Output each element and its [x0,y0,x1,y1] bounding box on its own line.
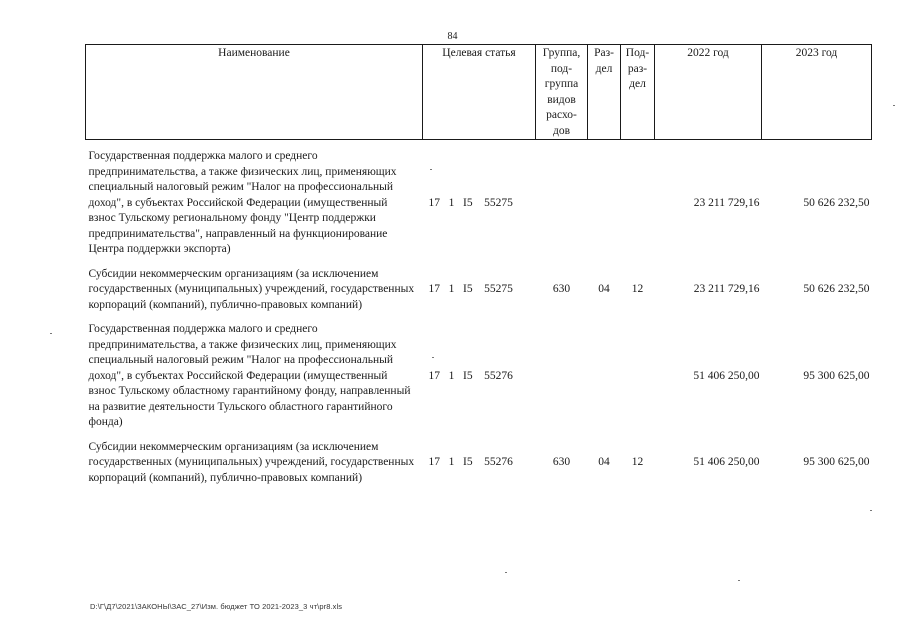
row-amount-2023: 50 626 232,50 [803,283,870,295]
scan-speck [50,333,52,334]
table-row [86,322,872,431]
table-row [86,440,872,487]
row-name: Государственная поддержка малого и среднего предпринимательства, а также физических лиц, применяющих специальный налоговый режим "Налог на профессиональный доход", в субъектах Российской Федерации (имущественный взнос Тульскому областному гарантийному фонду, направленный на развитие деятельности Тульского областного гарантийного фонда) [88,323,411,428]
header-section-line: Раз- [594,47,614,59]
header-2023-label: 2023 год [795,47,838,59]
header-section [588,45,621,140]
row-amount-2023: 95 300 625,00 [803,369,870,382]
header-name [86,45,423,140]
header-subsection [621,45,655,140]
row-target-article: 17 1 I5 55275 [428,283,513,295]
header-target-article [423,45,536,140]
header-target-article-label: Целевая статья [442,47,516,59]
row-name: Государственная поддержка малого и среднего предпринимательства, а также физических лиц, применяющих специальный налоговый режим "Налог на профессиональный доход", в субъектах Российской Федерации (имущественный взнос Тульскому региональному фонду "Центр поддержки предпринимательства", направленный на функционирование Центра поддержки экспорта) [88,150,397,255]
row-expense-group: 630 [552,283,571,295]
row-expense-group [536,322,588,431]
row-subsection [621,149,655,258]
row-section: 04 [598,283,610,295]
scan-speck [430,169,432,170]
table-header-row [86,45,872,140]
row-target-article: 17 1 I5 55276 [428,369,513,382]
scan-speck [738,580,740,581]
row-amount-2022: 23 211 729,16 [693,283,760,295]
row-subsection: 12 [631,456,644,468]
row-name: Субсидии некоммерческим организациям (за исключением государственных (муниципальных) учреждений, государственных корпораций (компаний), публично-правовых компаний) [88,267,415,311]
row-expense-group [536,149,588,258]
header-subsection-line: раз- [627,62,648,75]
scan-speck [505,572,507,573]
header-section-line: дел [595,62,613,75]
row-name: Субсидии некоммерческим организациям (за исключением государственных (муниципальных) учреждений, государственных корпораций (компаний), публично-правовых компаний) [88,440,415,484]
row-target-article: 17 1 I5 55275 [428,196,513,209]
header-2022-label: 2022 год [687,47,729,59]
row-amount-2022: 51 406 250,00 [693,456,760,468]
footer-file-path: D:\Г\Д7\2021\ЗАКОНЫ\ЗАС_27\Изм. бюджет ТО 2021-2023_3 чт\pr8.xls [90,602,343,611]
header-expense-group-line: видов [547,93,576,106]
row-amount-2022: 51 406 250,00 [693,369,760,382]
header-subsection-line: Под- [625,47,650,59]
table-row [86,267,872,314]
header-expense-group [536,45,588,140]
row-subsection [621,322,655,431]
page-number: 84 [447,31,458,42]
row-section: 04 [598,456,610,468]
header-2022 [655,45,762,140]
header-expense-group-line: расхо- [546,109,577,121]
scan-speck [432,357,434,358]
row-section [588,322,621,431]
row-target-article: 17 1 I5 55276 [428,456,513,468]
scan-speck [870,510,872,511]
header-2023 [762,45,872,140]
header-expense-group-line: под- [550,62,573,75]
row-amount-2023: 50 626 232,50 [803,196,870,209]
header-name-label: Наименование [218,47,290,59]
budget-table [85,44,872,486]
row-amount-2022: 23 211 729,16 [693,196,760,209]
row-amount-2023: 95 300 625,00 [803,456,870,468]
header-expense-group-line: Группа, [542,47,581,59]
scan-speck [893,105,895,106]
row-subsection: 12 [631,283,644,295]
header-expense-group-line: группа [544,78,579,90]
header-expense-group-line: дов [552,124,571,137]
header-subsection-line: дел [629,78,646,90]
row-expense-group: 630 [552,456,571,468]
table-row [86,149,872,258]
row-section [588,149,621,258]
